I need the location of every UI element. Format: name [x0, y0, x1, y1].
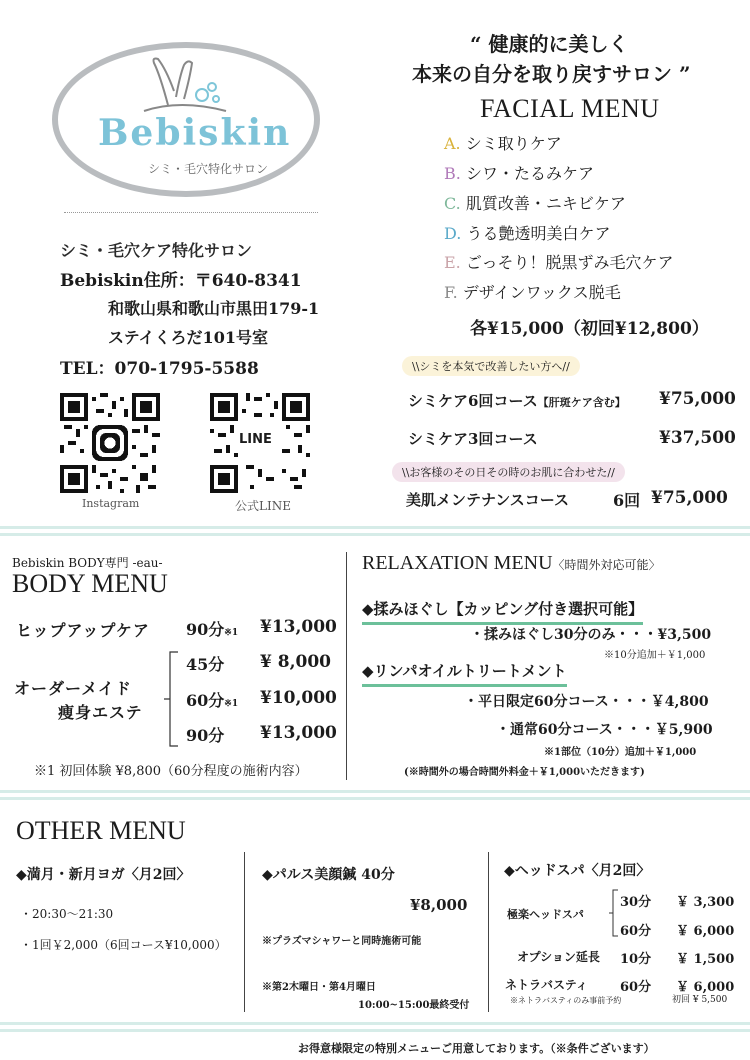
hip-time-label: 90分	[186, 620, 225, 639]
order-name-2: 痩身エステ	[58, 703, 143, 722]
hip-mark: ※1	[224, 628, 239, 638]
order-price-60: ¥10,000	[260, 688, 337, 708]
facial-letter-b: B.	[444, 164, 461, 183]
facial-text-e: ごっそり！脱黒ずみ毛穴ケア	[465, 253, 674, 272]
facial-letter-d: D.	[444, 224, 462, 243]
facial-letter-f: F.	[444, 283, 458, 302]
maintenance-price: ¥75,000	[651, 488, 728, 508]
line-qr-label: 公式LINE	[235, 499, 291, 513]
tagline-line-1: “ 健康的に美しく	[470, 32, 629, 56]
relax-heading-1: ◆揉みほぐし【カッピング付き選択可能】	[362, 598, 643, 625]
order-row-45: 45分	[186, 655, 225, 674]
facial-letter-e: E.	[444, 253, 461, 272]
order-row-90: 90分	[186, 726, 225, 745]
body-relax-divider	[346, 552, 347, 780]
head-row-60-price: ￥ 6,000	[676, 924, 735, 939]
section-divider-2	[0, 790, 750, 800]
course-3-name: シミケア3回コース	[408, 430, 538, 448]
pulse-note-2: ※第2木曜日・第4月曜日	[262, 982, 376, 993]
facial-item-a	[444, 131, 562, 154]
order-price-45: ¥ 8,000	[260, 652, 331, 672]
line-badge: LINE	[239, 432, 272, 447]
order-mark-60: ※1	[224, 699, 239, 709]
course-6-price: ¥75,000	[659, 389, 736, 409]
relax-heading-2-note-2: (※時間外の場合時間外料金＋￥1,000いただきます)	[404, 767, 645, 778]
body-note: ※1 初回体験 ¥8,800（60分程度の施術内容）	[34, 764, 308, 779]
contact-line-4: ステイくろだ101号室	[108, 328, 268, 347]
order-time-60: 60分	[186, 691, 225, 710]
contact-line-5: TEL：070-1795-5588	[60, 359, 259, 379]
relax-title-label: RELAXATION MENU	[362, 552, 553, 574]
head-netra-name: ネトラバスティ	[505, 978, 588, 992]
logo-brand: Bebiskin	[98, 112, 292, 154]
instagram-qr-code[interactable]	[60, 393, 160, 493]
head-title: ◆ヘッドスパ〈月2回〉	[504, 863, 651, 879]
facial-text-f: デザインワックス脱毛	[462, 283, 621, 302]
head-row-30-price: ￥ 3,300	[676, 895, 735, 910]
yoga-line-1: ・20:30〜21:30	[20, 907, 114, 921]
facial-tag-1: \\シミを本気で改善したい方へ//	[402, 356, 580, 376]
contact-line-2: Bebiskin住所：〒640-8341	[60, 271, 302, 291]
maintenance-count: 6回	[613, 491, 641, 510]
hip-time	[186, 617, 238, 640]
hip-name: ヒップアップケア	[16, 621, 150, 640]
head-netra-price: ￥ 6,000	[676, 980, 735, 995]
relax-heading-2: ◆リンパオイルトリートメント	[362, 660, 567, 687]
head-row-60-time: 60分	[620, 924, 652, 939]
facial-menu-title: FACIAL MENU	[480, 94, 660, 123]
head-kiwami: 極楽ヘッドスパ	[507, 908, 584, 921]
contact-line-1: シミ・毛穴ケア特化サロン	[60, 241, 253, 260]
head-option-time: 10分	[620, 952, 652, 967]
facial-text-d: うる艶透明美白ケア	[466, 224, 611, 243]
head-option-price: ￥ 1,500	[676, 952, 735, 967]
maintenance-name: 美肌メンテナンスコース	[406, 491, 570, 509]
instagram-qr-label: Instagram	[82, 497, 140, 510]
head-netra-first: 初回 ¥ 5,500	[672, 995, 728, 1005]
other-title: OTHER MENU	[16, 816, 186, 845]
course-6-note: 【肝斑ケア含む】	[537, 396, 626, 409]
facial-item-f	[444, 280, 621, 303]
head-row-30-time: 30分	[620, 895, 652, 910]
relax-heading-1-note: ※10分追加＋￥1,000	[604, 650, 706, 661]
head-option-name: オプション延長	[517, 950, 600, 964]
relax-heading-1-line: ・揉みほぐし30分のみ・・・¥3,500	[470, 627, 712, 643]
hip-price: ¥13,000	[260, 617, 337, 637]
head-netra-time: 60分	[620, 980, 652, 995]
other-divider-1	[244, 852, 245, 1012]
facial-item-b	[444, 161, 594, 184]
logo-divider	[64, 212, 318, 213]
facial-text-b: シワ・たるみケア	[465, 164, 594, 183]
order-price-90: ¥13,000	[260, 723, 337, 743]
footer-note: お得意様限定の特別メニューご用意しております。（※条件ございます）	[298, 1042, 655, 1055]
course-6-name	[408, 390, 626, 411]
course-3-price: ¥37,500	[659, 428, 736, 448]
yoga-line-2: ・1回￥2,000（6回コース¥10,000）	[20, 938, 227, 952]
facial-text-a: シミ取りケア	[465, 134, 562, 153]
pulse-note-1: ※プラズマシャワーと同時施術可能	[262, 936, 422, 947]
other-divider-2	[488, 852, 489, 1012]
order-row-60	[186, 688, 238, 711]
relax-title-note: 〈時間外対応可能〉	[552, 558, 661, 572]
facial-item-d	[444, 221, 610, 244]
pulse-title: ◆パルス美顔鍼 40分	[262, 867, 395, 883]
body-subtitle: Bebiskin BODY専門 -eau-	[12, 556, 163, 570]
facial-letter-a: A.	[444, 134, 461, 153]
relax-heading-2-line-1: ・平日限定60分コース・・・￥4,800	[464, 694, 709, 710]
tagline-line-2: 本来の自分を取り戻すサロン ”	[412, 62, 691, 86]
head-netra-note: ※ネトラバスティのみ事前予約	[510, 996, 622, 1005]
body-title: BODY MENU	[12, 569, 168, 598]
course-6-label: シミケア6回コース	[408, 392, 538, 410]
facial-text-c: 肌質改善・ニキビケア	[465, 194, 626, 213]
section-divider-3	[0, 1022, 750, 1032]
head-bracket	[608, 888, 620, 938]
yoga-title: ◆満月・新月ヨガ〈月2回〉	[16, 867, 191, 883]
contact-line-3: 和歌山県和歌山市黒田179-1	[108, 299, 320, 318]
relax-heading-2-note-1: ※1部位（10分）追加＋￥1,000	[544, 747, 697, 758]
facial-tag-2: \\お客様のその日その時のお肌に合わせた//	[392, 462, 625, 482]
facial-item-e	[444, 250, 674, 273]
logo-subtitle: シミ・毛穴特化サロン	[148, 162, 269, 176]
section-divider-1	[0, 526, 750, 536]
facial-item-c	[444, 191, 626, 214]
order-bracket	[162, 650, 182, 750]
pulse-note-3: 10:00~15:00最終受付	[358, 1000, 470, 1011]
relax-title	[362, 552, 661, 575]
relax-heading-2-line-2: ・通常60分コース・・・￥5,900	[496, 722, 713, 738]
facial-price: 各¥15,000（初回¥12,800）	[470, 319, 709, 339]
order-name-1: オーダーメイド	[14, 679, 132, 698]
pulse-price: ¥8,000	[410, 896, 468, 914]
facial-letter-c: C.	[444, 194, 461, 213]
bunny-logo-icon	[140, 55, 230, 115]
